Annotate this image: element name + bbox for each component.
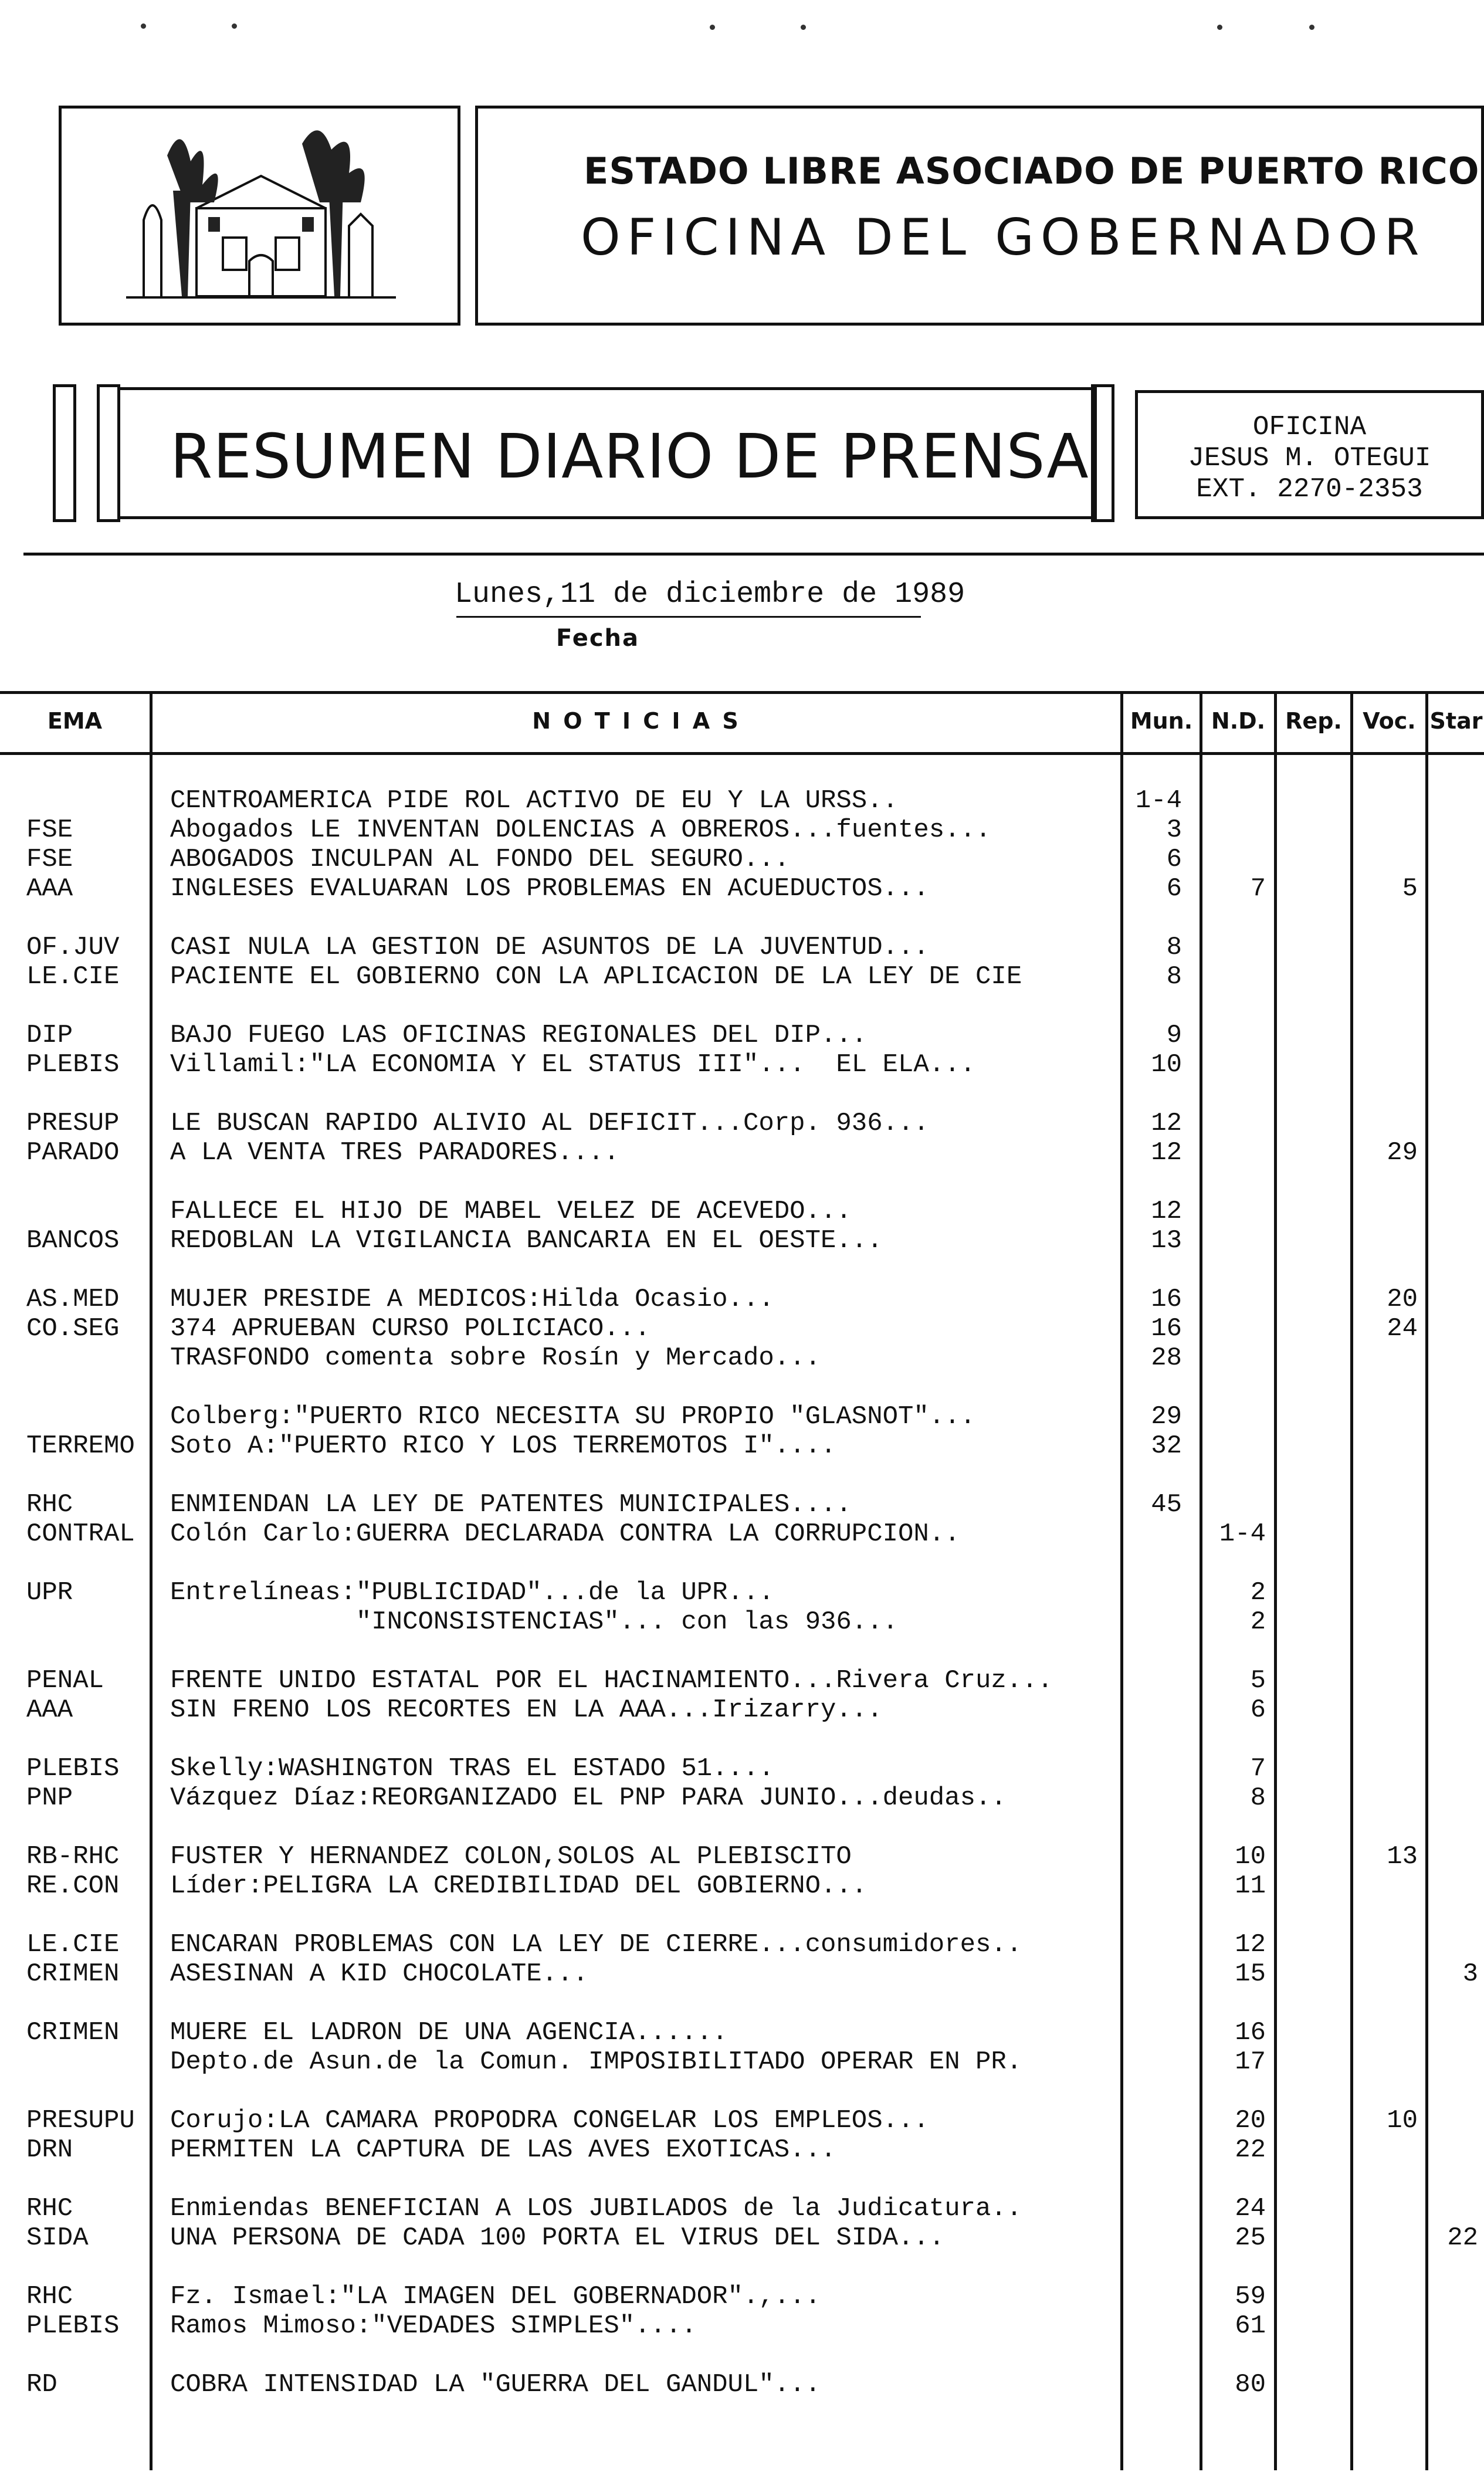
- row-tema: RHC: [26, 2282, 73, 2311]
- row-headline: ASESINAN A KID CHOCOLATE...: [170, 1959, 588, 1989]
- row-page-nd: 2: [1250, 1607, 1266, 1637]
- row-headline: PACIENTE EL GOBIERNO CON LA APLICACION DE LA LEY DE CIE: [170, 962, 1022, 991]
- row-page-mun: 10: [1151, 1050, 1182, 1079]
- column-header-voc: Voc.: [1363, 708, 1416, 734]
- row-headline: Entrelíneas:"PUBLICIDAD"...de la UPR...: [170, 1578, 774, 1607]
- column-header-rep: Rep.: [1285, 708, 1342, 734]
- row-page-nd: 25: [1235, 2223, 1266, 2253]
- row-page-nd: 7: [1250, 874, 1266, 903]
- row-headline: COBRA INTENSIDAD LA "GUERRA DEL GANDUL"...: [170, 2370, 821, 2399]
- row-tema: TERREMO: [26, 1431, 135, 1461]
- row-page-voc: 20: [1387, 1285, 1418, 1314]
- row-page-nd: 15: [1235, 1959, 1266, 1989]
- table-header-rule: [0, 752, 1484, 755]
- column-divider: [1425, 691, 1428, 2470]
- row-page-nd: 2: [1250, 1578, 1266, 1607]
- row-headline: SIN FRENO LOS RECORTES EN LA AAA...Irizarry...: [170, 1695, 883, 1725]
- date-underline: [456, 616, 921, 618]
- row-headline: A LA VENTA TRES PARADORES....: [170, 1138, 619, 1167]
- column-header-star: Star: [1429, 708, 1483, 734]
- row-tema: PRESUPU: [26, 2106, 135, 2135]
- row-tema: CONTRAL: [26, 1519, 135, 1549]
- row-headline: Skelly:WASHINGTON TRAS EL ESTADO 51....: [170, 1754, 774, 1783]
- row-tema: PLEBIS: [26, 2311, 120, 2341]
- row-headline: FUSTER Y HERNANDEZ COLON,SOLOS AL PLEBISCITO: [170, 1842, 852, 1871]
- row-tema: DIP: [26, 1021, 73, 1050]
- column-divider: [1350, 691, 1353, 2470]
- row-tema: PRESUP: [26, 1109, 120, 1138]
- row-page-mun: 1-4: [1135, 786, 1182, 815]
- row-headline: Villamil:"LA ECONOMIA Y EL STATUS III"... EL ELA...: [170, 1050, 976, 1079]
- row-headline: MUJER PRESIDE A MEDICOS:Hilda Ocasio...: [170, 1285, 774, 1314]
- row-tema: SIDA: [26, 2223, 89, 2253]
- banner-right-bar: [1091, 384, 1114, 522]
- column-header-tema: EMA: [47, 708, 103, 734]
- row-headline: Ramos Mimoso:"VEDADES SIMPLES"....: [170, 2311, 697, 2341]
- row-headline: Vázquez Díaz:REORGANIZADO EL PNP PARA JUNIO...deudas..: [170, 1783, 1007, 1813]
- office-label: OFICINA: [1252, 412, 1367, 442]
- row-headline: REDOBLAN LA VIGILANCIA BANCARIA EN EL OESTE...: [170, 1226, 883, 1255]
- row-headline: ABOGADOS INCULPAN AL FONDO DEL SEGURO...: [170, 845, 790, 874]
- row-headline: FRENTE UNIDO ESTATAL POR EL HACINAMIENTO...Rivera Cruz...: [170, 1666, 1053, 1695]
- divider: [23, 553, 1484, 556]
- row-page-nd: 10: [1235, 1842, 1266, 1871]
- row-page-voc: 10: [1387, 2106, 1418, 2135]
- row-tema: PENAL: [26, 1666, 104, 1695]
- row-headline: ENMIENDAN LA LEY DE PATENTES MUNICIPALES....: [170, 1490, 852, 1519]
- row-headline: ENCARAN PROBLEMAS CON LA LEY DE CIERRE...consumidores..: [170, 1930, 1022, 1959]
- row-headline: Fz. Ismael:"LA IMAGEN DEL GOBERNADOR".,...: [170, 2282, 821, 2311]
- row-tema: CRIMEN: [26, 1959, 120, 1989]
- row-tema: OF.JUV: [26, 933, 120, 962]
- row-headline: Abogados LE INVENTAN DOLENCIAS A OBREROS...fuentes...: [170, 815, 991, 845]
- row-page-nd: 5: [1250, 1666, 1266, 1695]
- banner-left-bar: [53, 384, 76, 522]
- row-page-nd: 11: [1235, 1871, 1266, 1901]
- row-headline: CENTROAMERICA PIDE ROL ACTIVO DE EU Y LA URSS..: [170, 786, 899, 815]
- row-headline: Colberg:"PUERTO RICO NECESITA SU PROPIO "GLASNOT"...: [170, 1402, 976, 1431]
- scan-mark-icon: [801, 25, 806, 30]
- row-tema: PLEBIS: [26, 1754, 120, 1783]
- row-page-nd: 6: [1250, 1695, 1266, 1725]
- row-page-nd: 59: [1235, 2282, 1266, 2311]
- row-tema: AS.MED: [26, 1285, 120, 1314]
- row-page-mun: 3: [1166, 815, 1182, 845]
- date-value: Lunes,11 de diciembre de 1989: [455, 578, 965, 611]
- agency-name: ESTADO LIBRE ASOCIADO DE PUERTO RICO: [584, 150, 1480, 192]
- row-tema: FSE: [26, 815, 73, 845]
- scan-mark-icon: [232, 23, 237, 29]
- column-header-noticias: N O T I C I A S: [532, 708, 741, 734]
- row-headline: Soto A:"PUERTO RICO Y LOS TERREMOTOS I"....: [170, 1431, 836, 1461]
- row-page-mun: 29: [1151, 1402, 1182, 1431]
- row-tema: RD: [26, 2370, 57, 2399]
- row-headline: CASI NULA LA GESTION DE ASUNTOS DE LA JUVENTUD...: [170, 933, 929, 962]
- row-page-nd: 80: [1235, 2370, 1266, 2399]
- row-tema: PLEBIS: [26, 1050, 120, 1079]
- row-headline: Colón Carlo:GUERRA DECLARADA CONTRA LA CORRUPCION..: [170, 1519, 960, 1549]
- row-tema: FSE: [26, 845, 73, 874]
- row-tema: AAA: [26, 874, 73, 903]
- date-label: Fecha: [556, 625, 640, 652]
- row-page-nd: 1-4: [1219, 1519, 1266, 1549]
- row-headline: FALLECE EL HIJO DE MABEL VELEZ DE ACEVEDO...: [170, 1197, 852, 1226]
- row-tema: RHC: [26, 1490, 73, 1519]
- row-tema: CO.SEG: [26, 1314, 120, 1343]
- row-headline: 374 APRUEBAN CURSO POLICIACO...: [170, 1314, 650, 1343]
- row-page-nd: 24: [1235, 2194, 1266, 2223]
- row-page-mun: 6: [1166, 845, 1182, 874]
- row-page-mun: 32: [1151, 1431, 1182, 1461]
- row-tema: BANCOS: [26, 1226, 120, 1255]
- row-page-nd: 16: [1235, 2018, 1266, 2047]
- row-page-nd: 7: [1250, 1754, 1266, 1783]
- row-page-mun: 16: [1151, 1285, 1182, 1314]
- row-headline: UNA PERSONA DE CADA 100 PORTA EL VIRUS DEL SIDA...: [170, 2223, 945, 2253]
- row-tema: PARADO: [26, 1138, 120, 1167]
- row-tema: PNP: [26, 1783, 73, 1813]
- row-tema: LE.CIE: [26, 1930, 120, 1959]
- column-divider: [1274, 691, 1277, 2470]
- row-page-mun: 12: [1151, 1138, 1182, 1167]
- row-tema: RB-RHC: [26, 1842, 120, 1871]
- scan-mark-icon: [1309, 25, 1314, 30]
- row-page-nd: 8: [1250, 1783, 1266, 1813]
- row-tema: UPR: [26, 1578, 73, 1607]
- row-headline: LE BUSCAN RAPIDO ALIVIO AL DEFICIT...Corp. 936...: [170, 1109, 929, 1138]
- row-tema: RHC: [26, 2194, 73, 2223]
- column-header-nd: N.D.: [1211, 708, 1266, 734]
- row-tema: RE.CON: [26, 1871, 120, 1901]
- row-page-mun: 16: [1151, 1314, 1182, 1343]
- banner-left-bar: [97, 384, 120, 522]
- row-page-mun: 12: [1151, 1109, 1182, 1138]
- report-title: RESUMEN DIARIO DE PRENSA: [170, 421, 1089, 492]
- row-page-mun: 12: [1151, 1197, 1182, 1226]
- logo-box: [59, 106, 460, 326]
- row-page-mun: 9: [1166, 1021, 1182, 1050]
- office-contact-box: [1135, 390, 1484, 519]
- column-divider: [150, 691, 153, 2470]
- row-page-nd: 61: [1235, 2311, 1266, 2341]
- row-page-nd: 12: [1235, 1930, 1266, 1959]
- row-page-mun: 8: [1166, 962, 1182, 991]
- row-headline: INGLESES EVALUARAN LOS PROBLEMAS EN ACUEDUCTOS...: [170, 874, 929, 903]
- row-headline: Corujo:LA CAMARA PROPODRA CONGELAR LOS EMPLEOS...: [170, 2106, 929, 2135]
- row-headline: BAJO FUEGO LAS OFICINAS REGIONALES DEL DIP...: [170, 1021, 868, 1050]
- row-tema: AAA: [26, 1695, 73, 1725]
- scan-mark-icon: [1217, 25, 1222, 30]
- row-tema: LE.CIE: [26, 962, 120, 991]
- row-page-mun: 8: [1166, 933, 1182, 962]
- row-headline: MUERE EL LADRON DE UNA AGENCIA......: [170, 2018, 728, 2047]
- table-top-rule: [0, 691, 1484, 694]
- row-page-nd: 17: [1235, 2047, 1266, 2077]
- row-headline: Depto.de Asun.de la Comun. IMPOSIBILITADO OPERAR EN PR.: [170, 2047, 1022, 2077]
- row-headline: PERMITEN LA CAPTURA DE LAS AVES EXOTICAS...: [170, 2135, 836, 2165]
- scan-mark-icon: [710, 25, 715, 30]
- row-tema: DRN: [26, 2135, 73, 2165]
- row-headline: Enmiendas BENEFICIAN A LOS JUBILADOS de la Judicatura..: [170, 2194, 1022, 2223]
- office-name: OFICINA DEL GOBERNADOR: [581, 208, 1426, 267]
- row-page-mun: 13: [1151, 1226, 1182, 1255]
- office-contact-name: JESUS M. OTEGUI: [1188, 443, 1431, 473]
- scan-mark-icon: [141, 23, 146, 29]
- row-headline: TRASFONDO comenta sobre Rosín y Mercado...: [170, 1343, 821, 1373]
- column-header-mun: Mun.: [1130, 708, 1193, 734]
- row-page-mun: 6: [1166, 874, 1182, 903]
- banner-title-box: [117, 387, 1097, 519]
- building-engraving-icon: [126, 120, 396, 308]
- office-extension: EXT. 2270-2353: [1196, 474, 1423, 504]
- row-page-nd: 22: [1235, 2135, 1266, 2165]
- row-page-voc: 5: [1402, 874, 1418, 903]
- row-page-mun: 28: [1151, 1343, 1182, 1373]
- row-page-voc: 13: [1387, 1842, 1418, 1871]
- row-page-star: 3: [1462, 1959, 1478, 1989]
- row-page-voc: 24: [1387, 1314, 1418, 1343]
- row-page-nd: 20: [1235, 2106, 1266, 2135]
- row-page-voc: 29: [1387, 1138, 1418, 1167]
- header-box: [475, 106, 1484, 326]
- row-page-star: 22: [1447, 2223, 1478, 2253]
- row-headline: Líder:PELIGRA LA CREDIBILIDAD DEL GOBIERNO...: [170, 1871, 868, 1901]
- row-page-mun: 45: [1151, 1490, 1182, 1519]
- row-headline: "INCONSISTENCIAS"... con las 936...: [170, 1607, 899, 1637]
- row-tema: CRIMEN: [26, 2018, 120, 2047]
